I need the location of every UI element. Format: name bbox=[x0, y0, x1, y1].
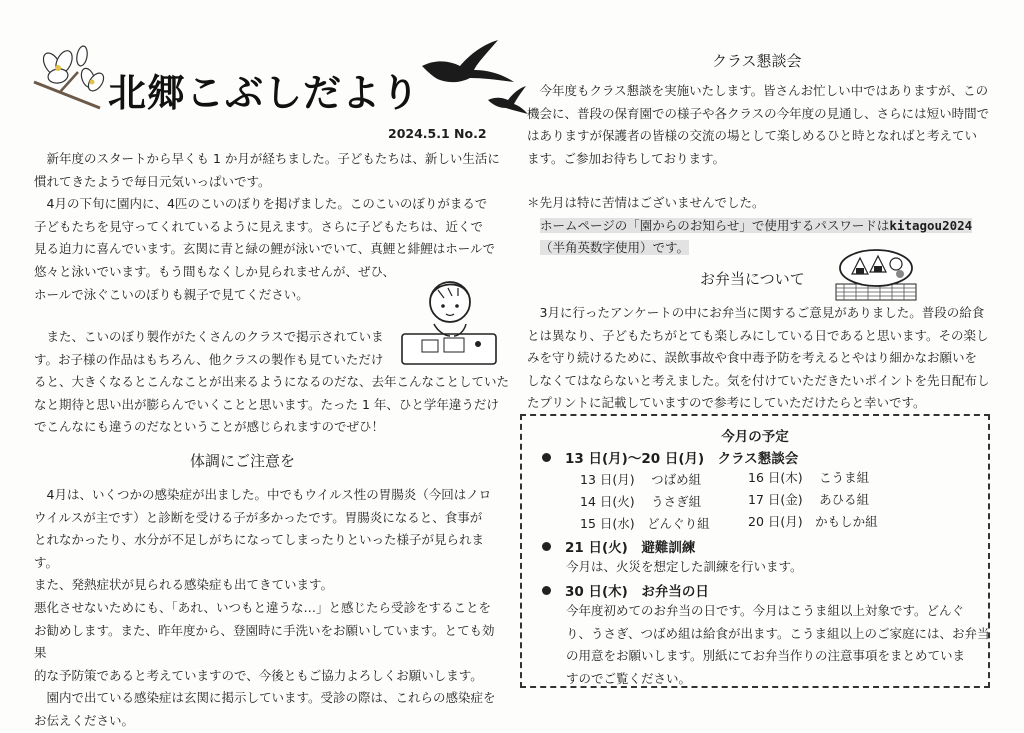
class-date: 14 日(火) うさぎ組 bbox=[580, 494, 702, 509]
text-line: また、発熱症状が見られる感染症も出てきています。 bbox=[34, 577, 334, 593]
text-line: お勧めします。また、昨年度から、登園時に手洗いをお願いしています。とても効果 bbox=[34, 622, 495, 661]
text-line: 悠々と泳いでいます。もう間もなくしか見られませんが、ぜひ、 bbox=[34, 263, 396, 279]
monthly-schedule-box bbox=[520, 414, 990, 688]
health-section bbox=[34, 484, 504, 733]
event-title: 13 日(月)～20 日(月) クラス懇談会 bbox=[565, 451, 799, 467]
schedule-event bbox=[542, 580, 709, 600]
text-line: 見る迫力に喜んでいます。玄関に青と緑の鯉が泳いでいて、真鯉と緋鯉はホールで bbox=[34, 241, 496, 257]
text-line: とは異なり、子どもたちがとても楽しみにしている日であると思います。その楽し bbox=[527, 327, 989, 343]
text-line: 機会に、普段の保育園での様子や各クラスの今年度の見通し、さらには短い時間で bbox=[527, 105, 990, 121]
text-line: みを守り続けるために、誤飲事故や食中毒予防を考えるとやはり細かなお願いを bbox=[527, 350, 978, 366]
text-line: 4月は、いくつかの感染症が出ました。中でもウイルス性の胃腸炎（今回はノロ bbox=[46, 487, 492, 502]
class-date: 16 日(木) こうま組 bbox=[748, 470, 870, 485]
text-line: お伝えください。 bbox=[34, 712, 135, 728]
text-line: ると、大きくなるとこんなことが出来るようになるのだな、去年こんなことしていた bbox=[34, 374, 510, 390]
password-value: kitagou2024 bbox=[889, 217, 973, 233]
text-line: はありますが保護者の皆様の交流の場として楽しめるひと時となればと考えてい bbox=[527, 128, 978, 144]
text-line: 悪化させないためにも、「あれ、いつもと違うな…」と感じたら受診をすることを bbox=[34, 599, 492, 615]
event-title: 21 日(火) 避難訓練 bbox=[565, 540, 696, 556]
notice-section bbox=[527, 192, 991, 260]
health-heading: 体調にご注意を bbox=[190, 452, 296, 470]
text-line: 今年度もクラス懇談を実施いたします。皆さんお忙しい中ではありますが、この bbox=[539, 83, 989, 98]
text-line: 新年度のスタートから早くも 1 か月が経ちました。子どもたちは、新しい生活に bbox=[46, 151, 500, 166]
text-line: 4月の下旬に園内に、4匹のこいのぼりを掲げました。このこいのぼりがまるで bbox=[46, 196, 488, 212]
class-date: 20 日(月) かもしか組 bbox=[748, 514, 878, 529]
text-line: 園内で出ている感染症は玄関に掲示しています。受診の際は、これらの感染症を bbox=[46, 690, 496, 706]
bullet-icon bbox=[542, 586, 551, 595]
magnolia-flower-icon bbox=[30, 38, 110, 118]
schedule-event bbox=[542, 536, 695, 556]
class-date: 17 日(金) あひる組 bbox=[748, 492, 870, 507]
bento-box-illustration bbox=[834, 240, 918, 302]
schedule-event bbox=[542, 447, 798, 467]
newsletter-title: 北郷こぶしだより bbox=[108, 71, 421, 115]
text-line: 慣れてきたようで毎日元気いっぱいです。 bbox=[34, 173, 271, 189]
text-line: でこんなにも違うのだなということが感じられますのでぜひ！ bbox=[34, 419, 385, 435]
text-line: 子どもたちを見守ってくれているように見えます。さらに子どもたちは、近くで bbox=[34, 218, 484, 234]
event-title: 30 日(木) お弁当の日 bbox=[565, 584, 709, 600]
bento-section bbox=[527, 302, 991, 415]
event-description bbox=[566, 600, 990, 690]
text-line: す。お子様の作品はもちろん、他クラスの製作も見ていただけ bbox=[34, 351, 384, 367]
text-line: また、こいのぼり製作がたくさんのクラスで掲示されていま bbox=[46, 329, 384, 344]
text-line: ウイルスが主です）と診断を受ける子が多かったです。胃腸炎になると、食事が bbox=[34, 509, 483, 525]
password-label: ホームページの「園からのお知らせ」で使用するパスワードは bbox=[540, 217, 890, 233]
event-description: 今月は、火災を想定した訓練を行います。 bbox=[566, 559, 803, 574]
swallow-icon bbox=[418, 36, 528, 116]
issue-date: 2024.5.1 No.2 bbox=[388, 126, 487, 141]
no-complaints-note: ＊先月は特に苦情はございませんでした。 bbox=[527, 195, 765, 210]
text-line: り、うさぎ、つばめ組は給食が出ます。こうま組以上のご家庭には、お弁当 bbox=[566, 625, 990, 641]
password-line bbox=[527, 215, 991, 238]
text-line: ます。ご参加お待ちしております。 bbox=[527, 150, 726, 166]
child-drawing-illustration bbox=[398, 276, 502, 368]
bullet-icon bbox=[542, 542, 551, 551]
crafts-section bbox=[34, 326, 510, 439]
text-line: の用意をお願いします。別紙にてお弁当作りの注意事項をまとめていま bbox=[566, 648, 966, 664]
class-meeting-heading: クラス懇談会 bbox=[712, 52, 802, 70]
password-note: （半角英数字使用）です。 bbox=[540, 240, 690, 256]
text-line: ホールで泳ぐこいのぼりも親子で見てください。 bbox=[34, 286, 309, 302]
text-line: 的な予防策であると考えていますので、今後ともご協力よろしくお願いします。 bbox=[34, 667, 483, 683]
text-line: とれなかったり、水分が不足しがちになってしまったりといった様子が見られます。 bbox=[34, 532, 485, 570]
text-line: 3月に行ったアンケートの中にお弁当に関するご意見がありました。普段の給食 bbox=[539, 305, 985, 320]
bullet-icon bbox=[542, 453, 551, 462]
bento-heading: お弁当について bbox=[700, 270, 805, 288]
schedule-title: 今月の予定 bbox=[721, 429, 789, 445]
text-line: 今年度初めてのお弁当の日です。今月はこうま組以上対象です。どんぐ bbox=[566, 603, 965, 618]
password-note-line bbox=[527, 237, 991, 260]
class-date: 13 日(月) つばめ組 bbox=[580, 472, 702, 487]
class-meeting-section bbox=[527, 80, 991, 170]
class-date: 15 日(水) どんぐり組 bbox=[580, 516, 710, 531]
text-line: なと期待と思い出が膨らんでいくことと思います。たった 1 年、ひと学年違うだけ bbox=[34, 396, 499, 412]
text-line: しなくてはならないと考えました。気を付けていただきたいポイントを先日配布し bbox=[527, 372, 990, 388]
text-line: すのでご覧ください。 bbox=[566, 670, 692, 686]
text-line: たプリントに記載していますので参考にしていただけたらと幸いです。 bbox=[527, 395, 926, 411]
